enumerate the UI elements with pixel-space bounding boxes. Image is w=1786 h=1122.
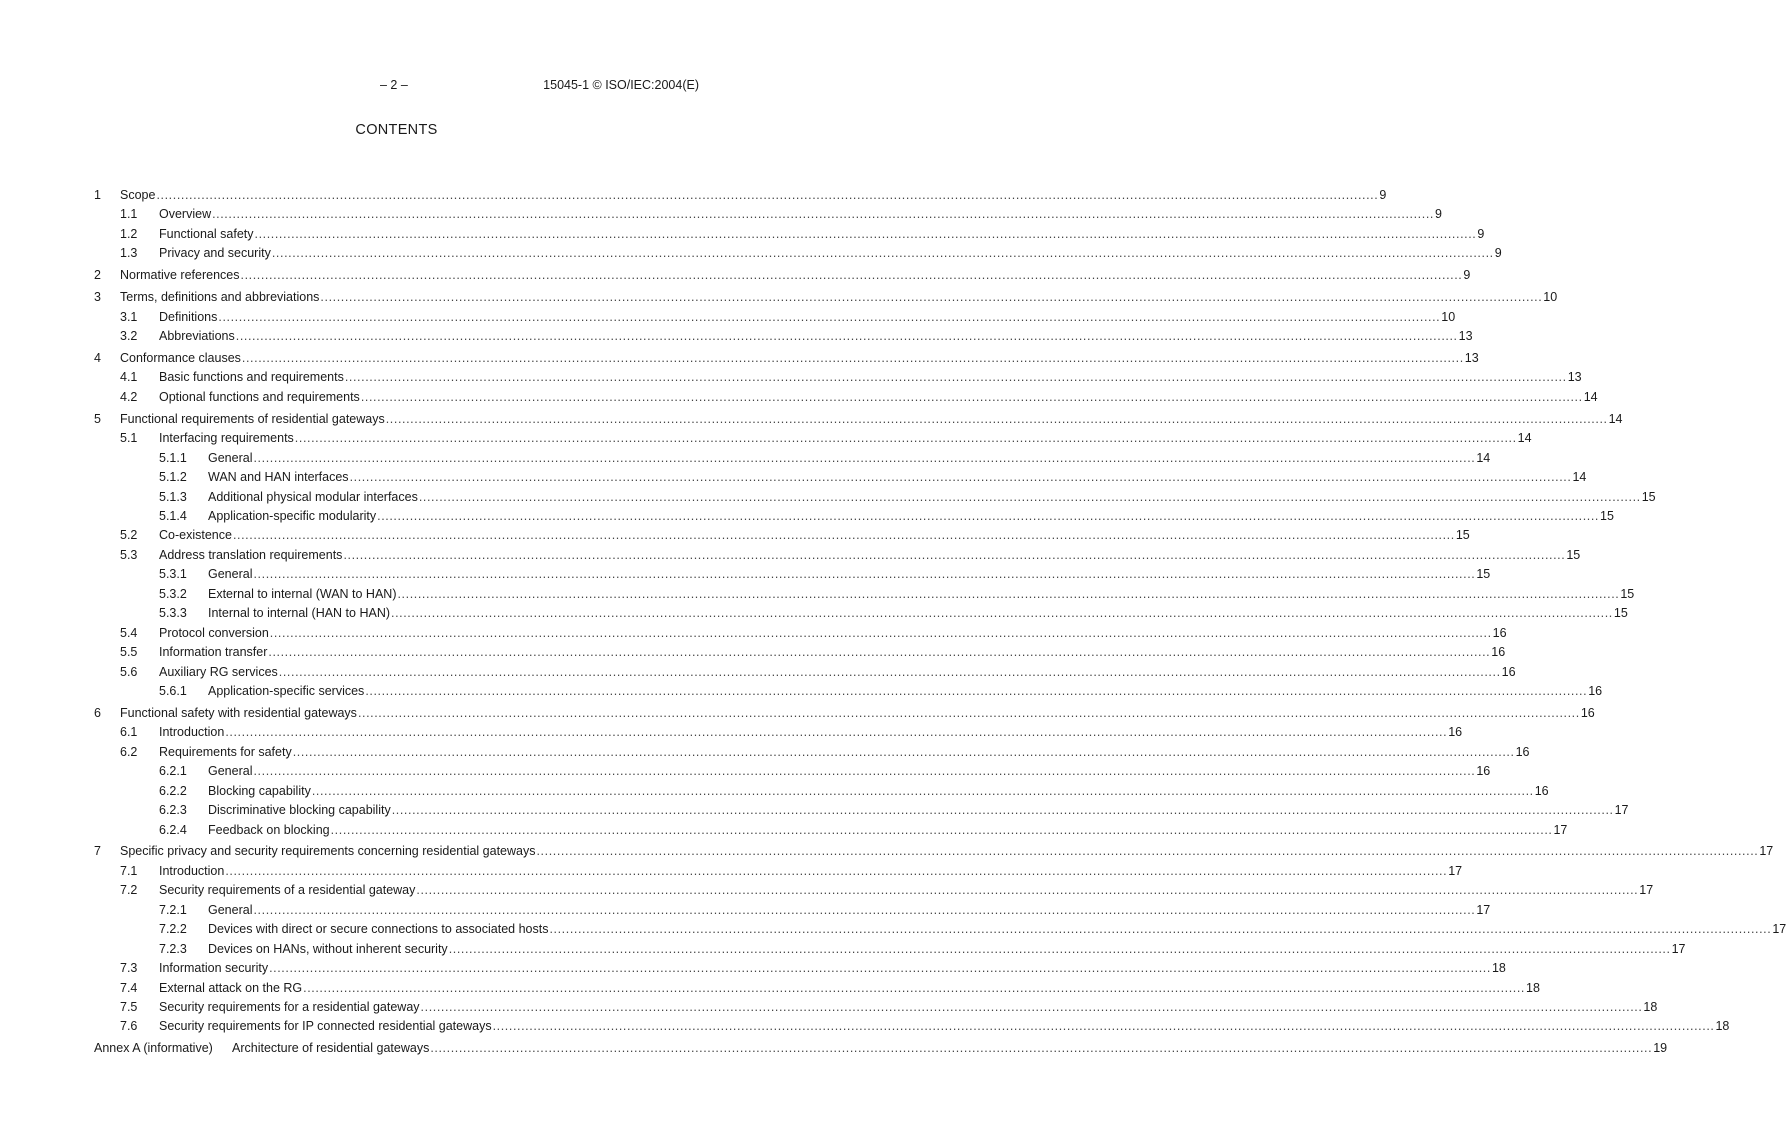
toc-entry-page: 14 <box>1572 470 1587 485</box>
toc-entry[interactable] <box>94 225 1485 244</box>
dot-leader: ............................................................................................................................................................................................................................................................................................................ <box>377 509 1600 523</box>
toc-entry-page: 17 <box>1772 922 1786 937</box>
toc-entry[interactable] <box>94 205 1442 224</box>
dot-leader: ............................................................................................................................................................................................................................................................................................................ <box>391 606 1613 621</box>
toc-entry-number: 6.1 <box>120 725 138 740</box>
toc-entry-number: 7.2 <box>120 883 138 898</box>
toc-entry-title: Devices with direct or secure connections to associated hosts <box>208 922 549 937</box>
toc-entry-page: 16 <box>1501 664 1516 679</box>
toc-entry-number: 5.1.3 <box>159 489 187 504</box>
toc-entry-number: 5.3.1 <box>159 567 187 582</box>
toc-entry-title: Devices on HANs, without inherent security <box>208 941 448 956</box>
toc-entry[interactable] <box>94 842 1774 861</box>
toc-entry-number: 6.2.2 <box>159 783 187 798</box>
toc-entry-page: 14 <box>1583 389 1598 404</box>
toc-entry-number: 5.3 <box>120 547 138 562</box>
toc-entry-page: 17 <box>1671 941 1686 956</box>
dot-leader: ............................................................................................................................................................................................................................................................................................................ <box>418 489 1641 504</box>
dot-leader: ............................................................................................................................................................................................................................................................................................................ <box>235 329 1458 344</box>
toc-entry[interactable] <box>94 186 1387 205</box>
toc-entry[interactable] <box>94 565 1491 584</box>
toc-entry[interactable] <box>94 585 1635 604</box>
toc-entry-title: Requirements for safety <box>159 744 292 759</box>
toc-entry-title: Security requirements for a residential gateway <box>159 999 420 1014</box>
toc-entry-page: 15 <box>1455 528 1470 543</box>
toc-entry[interactable] <box>94 940 1686 959</box>
dot-leader: ............................................................................................................................................................................................................................................................................................................ <box>549 922 1772 937</box>
dot-leader: ............................................................................................................................................................................................................................................................................................................ <box>391 803 1614 818</box>
toc-entry[interactable] <box>94 704 1595 723</box>
dot-leader: ............................................................................................................................................................................................................................................................................................................ <box>218 309 1441 324</box>
dot-leader: ............................................................................................................................................................................................................................................................................................................ <box>225 725 1448 740</box>
dot-leader: ............................................................................................................................................................................................................................................................................................................ <box>268 645 1491 660</box>
toc-entry[interactable] <box>94 266 1471 285</box>
dot-leader: ............................................................................................................................................................................................................................................................................................................ <box>344 370 1567 385</box>
toc-entry-title: Scope <box>120 188 156 202</box>
toc-entry-title: Discriminative blocking capability <box>208 803 391 818</box>
toc-entry-number: 6.2 <box>120 744 138 759</box>
toc-entry-title: Blocking capability <box>208 783 311 798</box>
toc-entry-title: Application-specific services <box>208 683 365 698</box>
toc-entry-title: General <box>208 567 253 582</box>
toc-entry-title: Functional requirements of residential gateways <box>120 411 385 426</box>
toc-entry-number: 5 <box>94 411 101 426</box>
toc-entry[interactable] <box>94 468 1587 487</box>
toc-entry-page: 14 <box>1476 450 1491 465</box>
toc-entry-number: 7.2.1 <box>159 902 187 917</box>
toc-entry-title: WAN and HAN interfaces <box>208 470 349 485</box>
toc-entry[interactable] <box>94 782 1549 801</box>
dot-leader: ............................................................................................................................................................................................................................................................................................................ <box>320 290 1543 305</box>
toc-entry[interactable] <box>94 801 1629 820</box>
toc-entry-page: 18 <box>1491 961 1506 976</box>
toc-entry-title: Security requirements for IP connected residential gateways <box>159 1019 492 1034</box>
toc-entry-page: 14 <box>1517 431 1532 446</box>
dot-leader: ............................................................................................................................................................................................................................................................................................................ <box>492 1019 1715 1034</box>
toc-entry-number: 7.5 <box>120 999 138 1014</box>
toc-entry-page: 17 <box>1759 844 1774 859</box>
toc-entry[interactable] <box>94 308 1456 327</box>
toc-entry[interactable] <box>94 821 1568 840</box>
toc-entry-page: 17 <box>1639 883 1654 898</box>
toc-entry-page: 15 <box>1600 509 1614 523</box>
toc-entry[interactable] <box>94 881 1654 900</box>
toc-entry-number: 2 <box>94 268 101 283</box>
toc-entry-number: 1.1 <box>120 207 138 222</box>
toc-entry-page: 9 <box>1463 268 1471 283</box>
toc-entry-page: 13 <box>1458 329 1473 344</box>
toc-entry[interactable] <box>94 743 1530 762</box>
toc-entry-title: General <box>208 764 253 779</box>
toc-entry-title: Security requirements of a residential gateway <box>159 883 416 898</box>
toc-entry-page: 16 <box>1448 725 1463 740</box>
toc-entry-number: 7 <box>94 844 101 859</box>
toc-entry[interactable] <box>94 327 1473 346</box>
toc-entry-number: 6.2.3 <box>159 803 187 818</box>
toc-entry[interactable] <box>94 643 1506 662</box>
toc-entry[interactable] <box>94 998 1658 1017</box>
dot-leader: ............................................................................................................................................................................................................................................................................................................ <box>156 188 1379 202</box>
toc-entry-title: Conformance clauses <box>120 351 241 365</box>
toc-entry-page: 10 <box>1543 290 1558 305</box>
toc-entry-title: Basic functions and requirements <box>159 370 344 385</box>
toc-entry-page: 9 <box>1477 226 1485 241</box>
toc-entry-number: 1.2 <box>120 226 138 241</box>
dot-leader: ............................................................................................................................................................................................................................................................................................................ <box>397 586 1620 601</box>
toc-entry-page: 16 <box>1580 705 1595 720</box>
toc-entry[interactable] <box>94 959 1506 978</box>
toc-entry-number: 5.6 <box>120 664 138 679</box>
toc-entry[interactable] <box>94 244 1502 263</box>
toc-entry-title: Internal to internal (HAN to HAN) <box>208 606 391 621</box>
toc-entry[interactable] <box>94 682 1603 701</box>
dot-leader: ............................................................................................................................................................................................................................................................................................................ <box>349 470 1572 485</box>
toc-entry-page: 9 <box>1379 188 1387 202</box>
toc-entry[interactable] <box>94 488 1656 507</box>
toc-entry[interactable] <box>94 1017 1730 1036</box>
toc-entry-title: Architecture of residential gateways <box>232 1041 430 1056</box>
toc-entry-number: 6.2.4 <box>159 822 187 837</box>
toc-entry-number: 5.1 <box>120 431 138 446</box>
toc-entry[interactable] <box>94 663 1516 682</box>
toc-entry-number: 3 <box>94 290 101 305</box>
toc-entry-number: 5.2 <box>120 528 138 543</box>
toc-entry-page: 9 <box>1494 246 1502 261</box>
toc-entry[interactable] <box>94 604 1628 623</box>
toc-entry-page: 9 <box>1434 207 1442 222</box>
toc-entry[interactable] <box>94 723 1463 742</box>
toc-entry-title: Privacy and security <box>159 246 271 261</box>
toc-entry-title: Address translation requirements <box>159 547 343 562</box>
toc-entry-number: 1 <box>94 188 101 202</box>
toc-entry-title: Terms, definitions and abbreviations <box>120 290 320 305</box>
toc-entry-title: Abbreviations <box>159 329 235 344</box>
toc-entry-title: Information security <box>159 961 269 976</box>
toc-entry-title: External attack on the RG <box>159 980 303 995</box>
dot-leader: ............................................................................................................................................................................................................................................................................................................ <box>416 883 1639 898</box>
dot-leader: ............................................................................................................................................................................................................................................................................................................ <box>269 625 1492 640</box>
toc-entry[interactable] <box>94 979 1540 998</box>
toc-entry-title: Functional safety with residential gateways <box>120 705 357 720</box>
page-title: CONTENTS <box>355 122 438 138</box>
toc-entry-page: 16 <box>1515 744 1530 759</box>
toc-entry[interactable] <box>94 288 1558 307</box>
dot-leader: ............................................................................................................................................................................................................................................................................................................ <box>253 764 1476 779</box>
dot-leader: ............................................................................................................................................................................................................................................................................................................ <box>253 567 1476 582</box>
toc-entry-title: Introduction <box>159 725 225 740</box>
toc-entry-page: 15 <box>1641 489 1656 504</box>
toc-entry[interactable] <box>94 624 1507 643</box>
toc-entry-page: 10 <box>1441 309 1456 324</box>
toc-entry[interactable] <box>94 901 1491 920</box>
document-reference: 15045-1 © ISO/IEC:2004(E) <box>543 78 699 92</box>
dot-leader: ............................................................................................................................................................................................................................................................................................................ <box>254 226 1477 241</box>
toc-entry-page: 19 <box>1653 1041 1668 1056</box>
dot-leader: ............................................................................................................................................................................................................................................................................................................ <box>225 863 1448 878</box>
toc-entry-number: 5.1.4 <box>159 509 187 523</box>
toc-entry-title: General <box>208 450 253 465</box>
dot-leader: ............................................................................................................................................................................................................................................................................................................ <box>311 783 1534 798</box>
toc-entry[interactable] <box>94 349 1479 368</box>
toc-entry[interactable] <box>94 920 1786 939</box>
toc-entry-page: 15 <box>1476 567 1491 582</box>
toc-entry-page: 16 <box>1492 625 1507 640</box>
toc-entry-title: Information transfer <box>159 645 268 660</box>
dot-leader: ............................................................................................................................................................................................................................................................................................................ <box>253 902 1476 917</box>
toc-entry[interactable] <box>94 449 1491 468</box>
toc-entry-page: 15 <box>1566 547 1581 562</box>
toc-entry-page: 13 <box>1567 370 1582 385</box>
toc-entry-number: 5.6.1 <box>159 683 187 698</box>
toc-entry-number: 7.3 <box>120 961 138 976</box>
toc-entry-page: 16 <box>1534 783 1549 798</box>
dot-leader: ............................................................................................................................................................................................................................................................................................................ <box>269 961 1491 976</box>
toc-entry-number: 3.2 <box>120 329 138 344</box>
dot-leader: ............................................................................................................................................................................................................................................................................................................ <box>357 705 1580 720</box>
toc-entry[interactable] <box>94 388 1598 407</box>
toc-entry-number: Annex A (informative) <box>94 1041 213 1056</box>
toc-entry[interactable] <box>94 368 1582 387</box>
toc-entry-page: 17 <box>1553 822 1568 837</box>
toc-entry-title: Protocol conversion <box>159 625 269 640</box>
toc-entry-number: 4.1 <box>120 370 138 385</box>
dot-leader: ............................................................................................................................................................................................................................................................................................................ <box>232 528 1455 543</box>
dot-leader: ............................................................................................................................................................................................................................................................................................................ <box>212 207 1434 222</box>
toc-entry-title: Definitions <box>159 309 218 324</box>
toc-entry-page: 18 <box>1526 980 1540 995</box>
dot-leader: ............................................................................................................................................................................................................................................................................................................ <box>241 351 1464 365</box>
toc-entry-page: 18 <box>1715 1019 1730 1034</box>
toc-entry-number: 7.2.3 <box>159 941 187 956</box>
toc-entry-number: 6.2.1 <box>159 764 187 779</box>
dot-leader: ............................................................................................................................................................................................................................................................................................................ <box>430 1041 1653 1056</box>
dot-leader: ............................................................................................................................................................................................................................................................................................................ <box>271 246 1494 261</box>
table-of-contents <box>94 186 1786 1059</box>
dot-leader: ............................................................................................................................................................................................................................................................................................................ <box>343 547 1566 562</box>
dot-leader: ............................................................................................................................................................................................................................................................................................................ <box>360 389 1583 404</box>
dot-leader: ............................................................................................................................................................................................................................................................................................................ <box>330 822 1553 837</box>
toc-entry-title: Overview <box>159 207 212 222</box>
toc-entry-number: 7.1 <box>120 863 138 878</box>
toc-entry-number: 5.3.2 <box>159 586 187 601</box>
toc-entry-title: Optional functions and requirements <box>159 389 360 404</box>
toc-entry-number: 5.1.1 <box>159 450 187 465</box>
toc-entry[interactable] <box>94 429 1532 448</box>
toc-entry-number: 5.3.3 <box>159 606 187 621</box>
toc-entry[interactable] <box>94 507 1614 526</box>
toc-entry-page: 17 <box>1476 902 1491 917</box>
toc-entry-number: 5.4 <box>120 625 138 640</box>
toc-entry-page: 16 <box>1491 645 1506 660</box>
toc-entry-number: 4.2 <box>120 389 138 404</box>
toc-entry-title: Co-existence <box>159 528 232 543</box>
toc-entry[interactable] <box>94 546 1581 565</box>
dot-leader: ............................................................................................................................................................................................................................................................................................................ <box>420 999 1643 1014</box>
toc-entry-page: 16 <box>1588 683 1603 698</box>
dot-leader: ............................................................................................................................................................................................................................................................................................................ <box>253 450 1476 465</box>
toc-entry[interactable] <box>94 526 1470 545</box>
toc-entry-title: Feedback on blocking <box>208 822 330 837</box>
dot-leader: ............................................................................................................................................................................................................................................................................................................ <box>303 980 1526 995</box>
dot-leader: ............................................................................................................................................................................................................................................................................................................ <box>294 431 1517 446</box>
toc-entry[interactable] <box>94 862 1463 881</box>
toc-entry-page: 14 <box>1608 411 1623 426</box>
toc-entry-title: Specific privacy and security requirements concerning residential gateways <box>120 844 536 859</box>
toc-entry-title: Interfacing requirements <box>159 431 294 446</box>
dot-leader: ............................................................................................................................................................................................................................................................................................................ <box>292 744 1515 759</box>
toc-entry-title: Additional physical modular interfaces <box>208 489 418 504</box>
dot-leader: ............................................................................................................................................................................................................................................................................................................ <box>385 411 1608 426</box>
toc-entry-page: 15 <box>1613 606 1628 621</box>
toc-entry-page: 15 <box>1620 586 1635 601</box>
toc-entry-title: External to internal (WAN to HAN) <box>208 586 397 601</box>
dot-leader: ............................................................................................................................................................................................................................................................................................................ <box>278 664 1501 679</box>
toc-entry-title: Functional safety <box>159 226 254 241</box>
toc-entry-title: General <box>208 902 253 917</box>
toc-entry[interactable] <box>94 762 1491 781</box>
toc-entry-number: 7.6 <box>120 1019 138 1034</box>
toc-entry-title: Application-specific modularity <box>208 509 377 523</box>
toc-entry-title: Introduction <box>159 863 225 878</box>
toc-entry-number: 7.4 <box>120 980 138 995</box>
dot-leader: ............................................................................................................................................................................................................................................................................................................ <box>240 268 1463 283</box>
toc-entry-page: 17 <box>1614 803 1629 818</box>
dot-leader: ............................................................................................................................................................................................................................................................................................................ <box>365 683 1588 698</box>
toc-entry-page: 17 <box>1448 863 1463 878</box>
toc-entry[interactable] <box>94 1039 1668 1058</box>
toc-entry-number: 5.1.2 <box>159 470 187 485</box>
toc-entry-number: 1.3 <box>120 246 138 261</box>
toc-entry-number: 4 <box>94 351 101 365</box>
dot-leader: ............................................................................................................................................................................................................................................................................................................ <box>448 941 1671 956</box>
toc-entry-title: Auxiliary RG services <box>159 664 278 679</box>
dot-leader: ............................................................................................................................................................................................................................................................................................................ <box>536 844 1759 859</box>
toc-entry-number: 3.1 <box>120 309 138 324</box>
toc-entry-title: Normative references <box>120 268 240 283</box>
toc-entry-page: 13 <box>1464 351 1479 365</box>
toc-entry-number: 6 <box>94 705 101 720</box>
toc-entry-page: 18 <box>1643 999 1658 1014</box>
toc-entry-page: 16 <box>1476 764 1491 779</box>
toc-entry-number: 7.2.2 <box>159 922 187 937</box>
toc-entry[interactable] <box>94 410 1623 429</box>
toc-entry-number: 5.5 <box>120 645 138 660</box>
page-number: – 2 – <box>380 78 408 92</box>
